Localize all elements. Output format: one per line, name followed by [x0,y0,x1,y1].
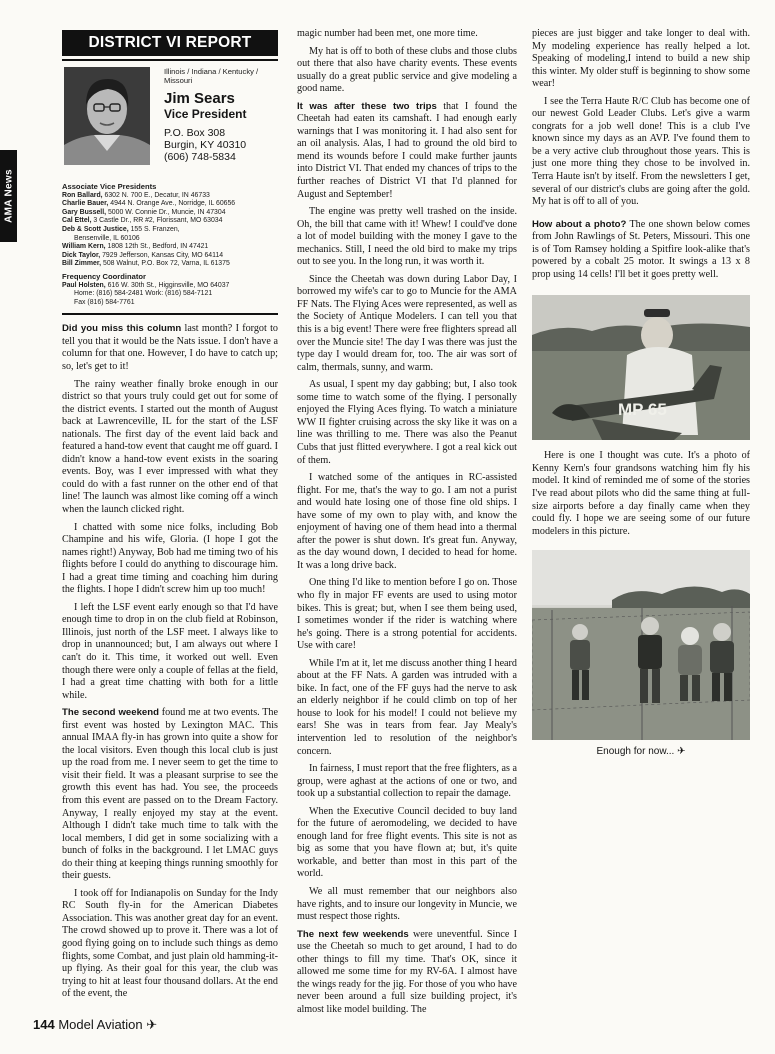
frequency-coordinator-phones: Home: (816) 584-2481 Work: (816) 584-7121 [74,290,213,298]
article-body-col1 [62,323,278,1000]
grandsons-photo-image [532,550,750,740]
associate-vp-entry: Ron Ballard, 6302 N. 700 E., Decatur, IN 46733 [62,191,210,199]
paragraph: We all must remember that our neighbors also have rights, and to insure our longevity in Muncie, we must respect those rights. [297,886,517,923]
paragraph: The next few weekends were uneventful. Since I use the Cheetah so much to get around, I had to do other things to fill my time. That's OK, since it allowed me some time for my RV-6A. I almost have the wings ready for the jig. For those of you who have never been around a full size building project, it's almost like model building. The [297,928,517,1015]
associate-vp-entry: Deb & Scott Justice, 155 S. Franzen, [62,225,180,233]
vice-president-phone: (606) 748-5834 [164,151,236,163]
paragraph: Here is one I thought was cute. It's a photo of Kenny Kern's four grandsons watching him fly his model. It kind of reminded me of some of the stories I've read about pilots who did the same thing at full-size airports before a day finally came when they could fly. I hope we are seeing some of our future modelers in this picture. [532,450,750,537]
associate-vps-list [62,183,278,307]
paragraph: How about a photo? The one shown below comes from John Rawlings of St. Peters, Missouri. This one is of Tom Ramsey holding a Spitfire look-alike that's powered by a cobalt 25 motor. It swings a 13 x 8 prop using 14 cells! I'll bet it goes pretty well. [532,218,750,280]
paragraph: Since the Cheetah was down during Labor Day, I borrowed my wife's car to go to Muncie for the AMA FF Nats. The Flying Aces were represented, as well as the Society of Antique Modelers. I can tell you that this is a big event! There were free flighters spread all over the Muncie site! The day I was there was just the type day I would dream for, too. The air was sort of calm, thermals, sunny, and warm. [297,273,517,373]
page-number: 144 [33,1017,55,1032]
associate-vps-heading: Associate Vice Presidents [62,182,157,191]
vice-president-name: Jim Sears [164,90,235,107]
plane-marking: MP 65 [618,400,667,420]
paragraph: When the Executive Council decided to buy land for the future of aeromodeling, we decided to have enough land for free flight events. This site is not as big as some that you have flown at; but, it's quite workable, and better than most in this part of the world. [297,805,517,880]
frequency-coordinator-fax: Fax (816) 584-7761 [74,298,135,306]
frequency-coordinator-heading: Frequency Coordinator [62,271,146,281]
portrait-image [64,67,150,165]
paragraph: My hat is off to both of these clubs and those clubs out there that also have charity events. These events usually do a great public service and give modeling a good name. [297,45,517,95]
district-states: Illinois / Indiana / Kentucky / Missouri [164,67,259,85]
vice-president-address [164,127,282,163]
side-tab-label: AMA News [3,169,14,223]
column-3 [532,28,750,757]
paragraph: It was after these two trips that I found the Cheetah had eaten its camshaft. I had enough early warnings that I was monitoring it. I had also sent for an oil analysis. Alas, I had to ground the old bird to mend its wounds before I could make further jaunts into District VI. That ended my chances of trips to the further reaches of District VI that I'd planned for August and September! [297,100,518,200]
paragraph: I took off for Indianapolis on Sunday for the Indy RC South fly-in for the American Diabetes Association. This was another great day for an event. The crowd showed up to prove it. There was a lot of good flying going on to include such things as demo flights, some Combat, and just plain old hamming-it-up flying. As their goal for this year, the club was trying to hit at least four thousand dollars. At the end of the event, the [62,887,278,1000]
article-body-col2 [297,28,517,1016]
paragraph: While I'm at it, let me discuss another thing I heard about at the FF Nats. A garden was intruded with a bike. In fact, one of the FF guys had the nerve to ask an elderly neighbor if he could climb on top of her house to look for his model! I could not believe my ears! She was in tears from fear. Jay Mealy's intervention led to resolution of the neighbor's concern. [297,657,517,757]
paragraph: The second weekend found me at two events. The first event was hosted by Lexington MAC. This annual IMAA fly-in has grown into quite a show for the local visitors. Even though this local club is just up the road from me. I never seem to get the time to visit their field. It was a pleasant surprise to see the growth this event has had. You see, the proceeds from this event are passed on to the Dream Factory. Anyway, I really enjoyed my stay at the event. Although I didn't take much time to talk with the local members, I did get in some socializing with a bunch of folks in the background. I let LMAC guys do their thing at keeping things running smoothly for their guests. [62,707,278,882]
frequency-coordinator-entry: Paul Holsten, 616 W. 30th St., Higginsville, MO 64037 [62,281,230,289]
paragraph: Did you miss this column last month? I forgot to tell you that it would be the Nats issue. I don't have a column for that one. However, I do have to catch up; so, let's get to it! [62,323,278,372]
associate-vp-entry: Cal Ettel, 3 Castle Dr., RR #2, Florissant, MO 63034 [62,217,223,225]
vice-president-portrait [64,67,150,165]
model-plane-photo [532,295,750,440]
associate-vp-entry: Charlie Bauer, 4944 N. Orange Ave., Norridge, IL 60656 [62,200,236,208]
address-line-1: P.O. Box 308 [164,127,226,139]
column-1 [62,30,278,1006]
vice-president-title: Vice President [164,107,247,121]
paragraph: One thing I'd like to mention before I go on. Those who fly in major FF events are used to using motor bikes. This is great; but, when I see them being used, I sometimes wonder if the rider is watching where he's going. There is a strong potential for accidents. Use with care! [297,577,517,652]
paragraph: I watched some of the antiques in RC-assisted flight. For me, that's the way to go. I am not a purist and would hate losing one of those fine old ships. I have some of my own to play with, and know the enjoyment of having one of them head into a thermal after the power is shut down. It's great fun. Anyway, as the day wound down, I decided to head for home. It was a long drive back. [297,472,517,571]
paragraph: The engine was pretty well trashed on the inside. Oh, the bill that came with it! Whew! I could've done a lot of model building with the money I gave to the mechanics. Still, I need the old bird to make my trips out to see you. In the long run, it was worth it. [297,206,517,268]
vice-president-box [62,67,278,167]
address-line-2: Burgin, KY 40310 [164,139,247,151]
vice-president-info [164,67,282,163]
paragraph: I left the LSF event early enough so that I'd have enough time to drop in on the club field at Robinson, Illinois, just north of the LSF meet. I always like to drop in unannounced; but, I am always out where I can't do it. This time, it worked out well. Even though there were only a couple of fellas at the field, I had a great time chatting with both for a little while. [62,601,278,701]
paragraph: The rainy weather finally broke enough in our district so that yours truly could get out for some of the district events. I started out the month of August back at Lawrenceville, IL for the start of the LSF nationals. The first day of the event laid back and featured a hand-tow event that caught me off guard. I didn't know a hand-tow event exists in the soaring events. Boy, was I ever impressed with what they could do with a fast runner on the other end of that line! The launch was almost like coming off a winch when the launch clicked right. [62,378,278,515]
paragraph: pieces are just bigger and take longer to deal with. My modeling experience has really helped a lot. Speaking of modeling,I intend to build a new ship this winter. My older stuff is beginning to show some wear! [532,28,750,90]
article-body-col3 [532,28,750,281]
paragraph: I chatted with some nice folks, including Bob Champine and his wife, Gloria. (I hope I got the names right!) Anyway, Bob had me timing two of his flights before I could do anything to discourage him. I had a great time timing and coaching him during the flights. I hope I didn't screw him up too much! [62,521,278,596]
article-body-col3-continued [532,450,750,538]
magazine-name: Model Aviation ✈ [58,1017,158,1032]
report-title: DISTRICT VI REPORT [62,30,278,56]
section-rule [62,313,278,315]
plane-photo-image [532,295,750,440]
associate-vp-entry-cont: Bensenville, IL 60106 [74,234,140,242]
associate-vp-entry: William Kern, 1808 12th St., Bedford, IN 47421 [62,243,209,251]
associate-vp-entry: Gary Bussell, 5000 W. Connie Dr., Muncie, IN 47304 [62,208,226,216]
section-side-tab [0,150,17,242]
paragraph: magic number had been met, one more time. [297,28,478,39]
column-2 [297,28,517,1021]
associate-vp-entry: Dick Taylor, 7929 Jefferson, Kansas City, MO 64114 [62,251,224,259]
paragraph: I see the Terra Haute R/C Club has become one of our newest Gold Leader Clubs. Let's give a warm congrats for a job well done! This is a club I've known since my days as an AVP. I've found them to be a very active club throughout those years. This is just one more thing they chose to be involved in. Terra Haute isn't by itself. From the newsletters I get, several of our district's clubs are going after the gold. My hat is off to all of you. [532,95,750,208]
associate-vp-entry: Bill Zimmer, 508 Walnut, P.O. Box 72, Varna, IL 61375 [62,260,230,268]
paragraph: As usual, I spent my day gabbing; but, I also took some time to watch some of the flying. I personally enjoyed the Flying Aces flying. To watch a miniature WW II fighter cruising across the sky like it was on a line was thrilling to me. There was also the Peanut Cubs that just flitted everywhere. I got a real kick out of them. [297,379,517,466]
grandsons-photo [532,550,750,740]
page-footer [33,1017,157,1033]
header-rule [62,59,278,61]
paragraph: In fairness, I must report that the free flighters, as a group, were aghast at the actions of one or two, and took up a substantial collection to repair the damage. [297,763,517,800]
closing-caption: Enough for now... ✈ [596,746,686,758]
